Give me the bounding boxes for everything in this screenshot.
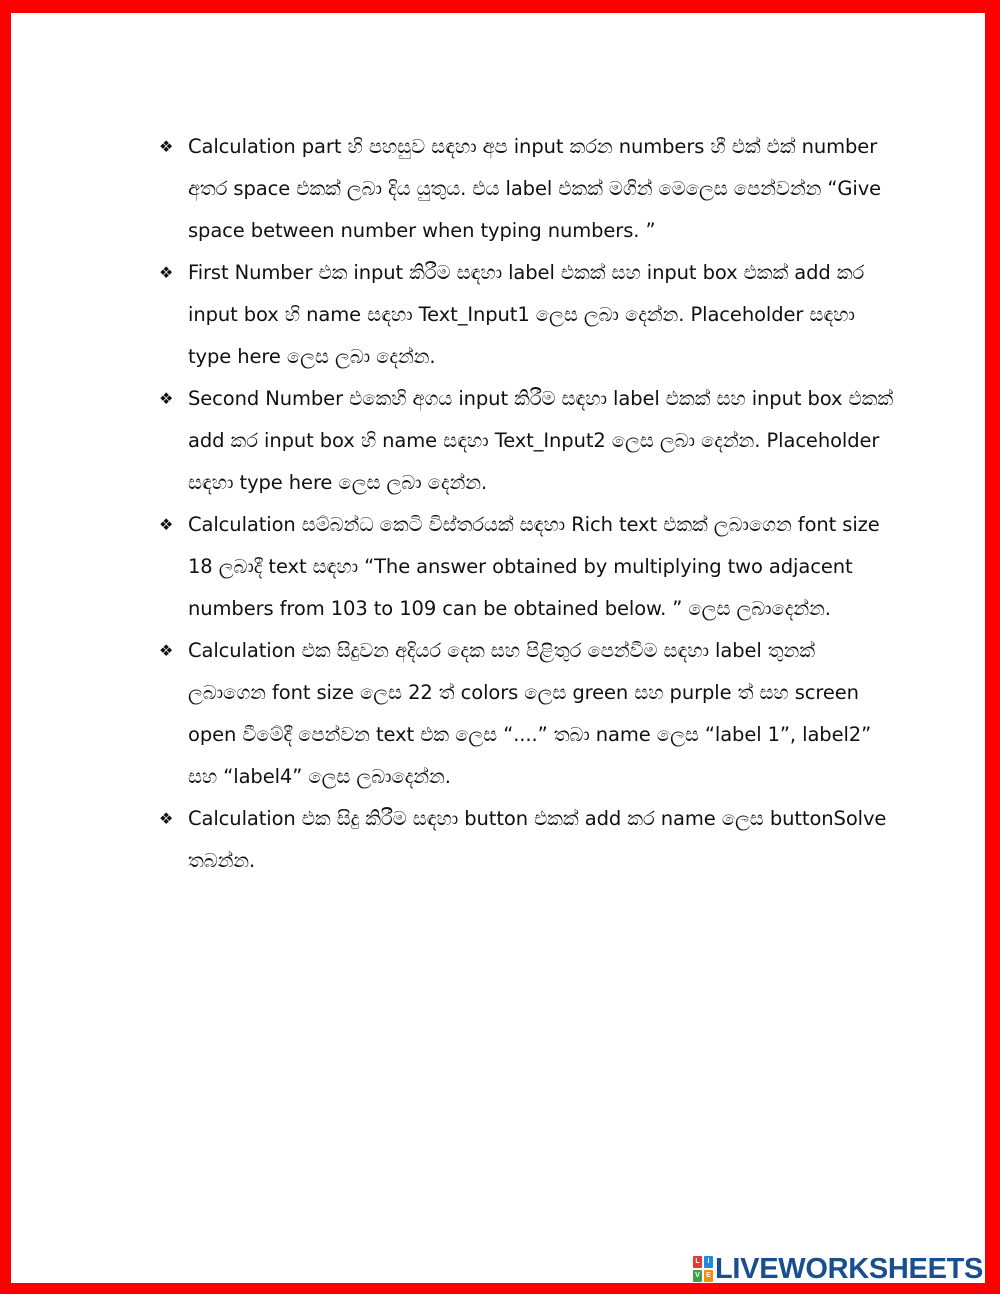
logo-tile: L — [693, 1256, 702, 1268]
logo-tile: V — [693, 1270, 702, 1282]
instruction-text: Calculation සම්බන්ධ කෙටි විස්තරයක් සඳහා Rich text එකක් ලබාගෙන font size 18 ලබාදී text සඳහා “The answer obtained by multiplying two adjacent numbers from 103 to 109 can be obtained below. ” ලෙස ලබාදෙන්න. — [188, 513, 880, 620]
instruction-list — [159, 126, 894, 882]
logo-tile: I — [704, 1256, 713, 1268]
liveworksheets-logo-icon — [693, 1256, 713, 1282]
brand-name: LIVEWORKSHEETS — [715, 1253, 984, 1285]
instruction-item — [159, 798, 894, 882]
diamond-bullet-icon: ❖ — [159, 137, 174, 156]
instruction-text: First Number එක input කිරීම සඳහා label එකක් සහ input box එකක් add කර input box හි name සඳහා Text_Input1 ලෙස ලබා දෙන්න. Placeholder සඳහා type here ලෙස ලබා දෙන්න. — [188, 261, 865, 368]
instruction-item — [159, 378, 894, 504]
diamond-bullet-icon: ❖ — [159, 515, 174, 534]
diamond-bullet-icon: ❖ — [159, 263, 174, 282]
logo-tile: E — [704, 1270, 713, 1282]
instruction-item — [159, 252, 894, 378]
instruction-item — [159, 630, 894, 798]
instruction-text: Calculation part හි පහසුව සඳහා අප input කරන numbers හී එක් එක් number අතර space එකක් ලබා දිය යුතුය. එය label එකක් මගින් මෙලෙස පෙන්වන්න “Give space between number when typing numbers. ” — [188, 135, 882, 242]
instruction-text: Second Number එකෙහි අගය input කිරීම සඳහා label එකක් සහ input box එකක් add කර input box හි name සඳහා Text_Input2 ලෙස ලබා දෙන්න. Placeholder සඳහා type here ලෙස ලබා දෙන්න. — [188, 387, 894, 494]
diamond-bullet-icon: ❖ — [159, 641, 174, 660]
liveworksheets-logo — [693, 1254, 983, 1284]
instruction-text: Calculation එක සිදුවන අදියර දෙක සහ පිළිතුර පෙන්වීම සඳහා label තුනක් ලබාගෙන font size ලෙස 22 ත් colors ලෙස green සහ purple ත් සහ screen open වීමේදී පෙන්වන text එක ලෙස “....” තබා name ලෙස “label 1”, label2” සහ “label4” ලෙස ලබාදෙන්න. — [188, 639, 872, 788]
instruction-text: Calculation එක සිදු කිරීම සඳහා button එකක් add කර name ලෙස buttonSolve තබන්න. — [188, 807, 887, 872]
diamond-bullet-icon: ❖ — [159, 809, 174, 828]
instruction-item — [159, 504, 894, 630]
instruction-item — [159, 126, 894, 252]
diamond-bullet-icon: ❖ — [159, 389, 174, 408]
